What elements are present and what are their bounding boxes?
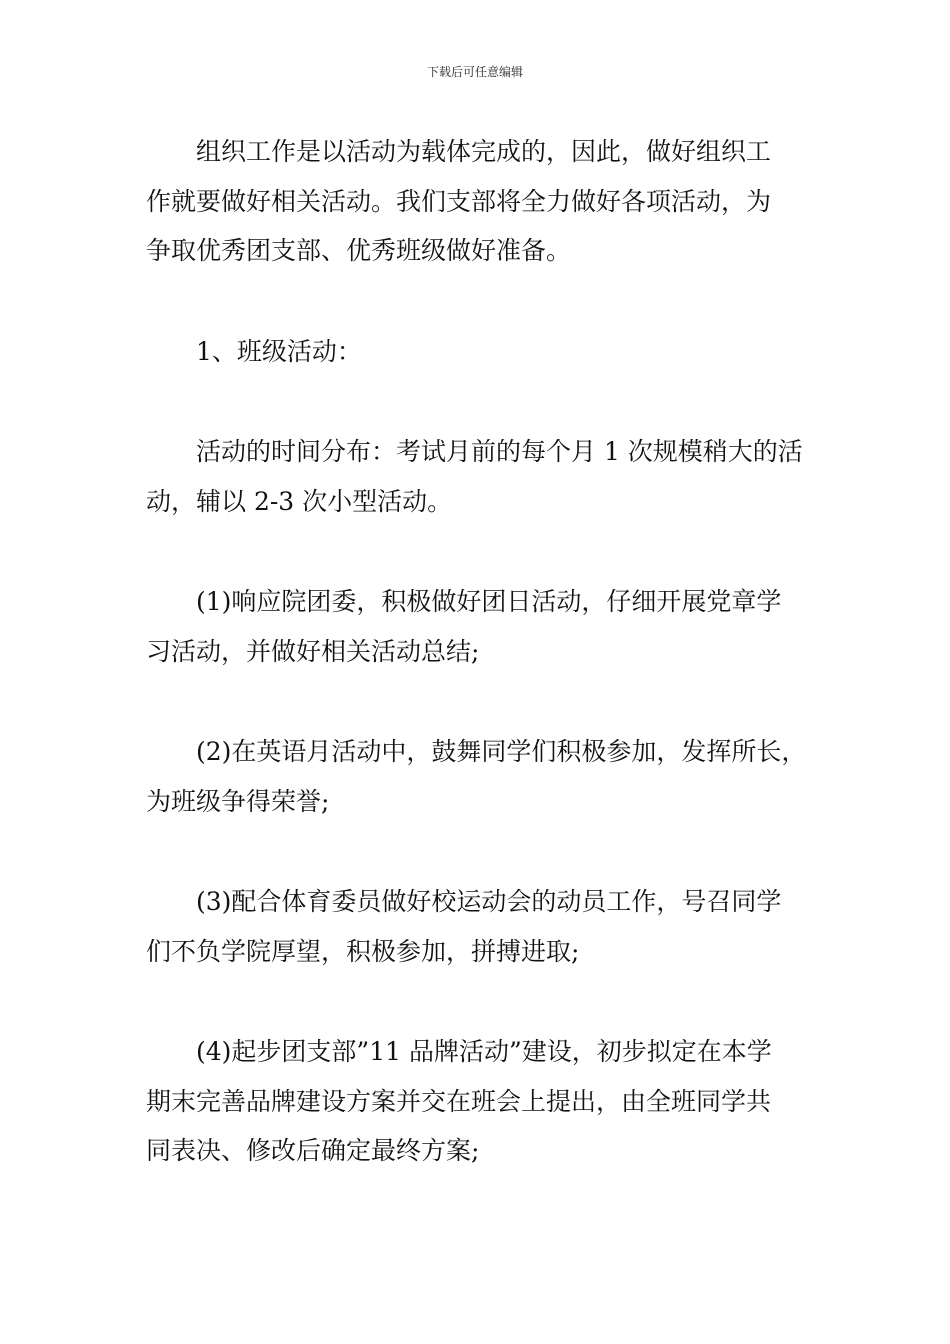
list-item-1: (1)响应院团委，积极做好团日活动，仔细开展党章学 习活动，并做好相关活动总结;	[146, 587, 782, 666]
list-item-4: (4)起步团支部”11 品牌活动”建设，初步拟定在本学 期末完善品牌建设方案并交在班会上提出，由全班同学共 同表决、修改后确定最终方案;	[146, 1037, 772, 1165]
activity-schedule-paragraph: 活动的时间分布：考试月前的每个月 1 次规模稍大的活 动，辅以 2-3 次小型活动。	[146, 437, 803, 516]
list-item-2: (2)在英语月活动中，鼓舞同学们积极参加，发挥所长， 为班级争得荣誉;	[146, 737, 807, 816]
list-item-3: (3)配合体育委员做好校运动会的动员工作，号召同学 们不负学院厚望，积极参加，拼搏进取;	[146, 887, 782, 966]
paragraph-spacer	[146, 276, 826, 327]
intro-paragraph: 组织工作是以活动为载体完成的，因此，做好组织工 作就要做好相关活动。我们支部将全力做好各项活动，为 争取优秀团支部、优秀班级做好准备。	[146, 137, 772, 265]
paragraph-spacer	[146, 826, 826, 877]
paragraph-spacer	[146, 676, 826, 727]
paragraph-spacer	[146, 376, 826, 427]
document-body	[146, 127, 826, 1176]
page-header: 下载后可任意编辑	[426, 65, 523, 79]
section-heading-class-activities: 1、班级活动：	[196, 336, 362, 366]
paragraph-spacer	[146, 976, 826, 1027]
paragraph-spacer	[146, 526, 826, 577]
